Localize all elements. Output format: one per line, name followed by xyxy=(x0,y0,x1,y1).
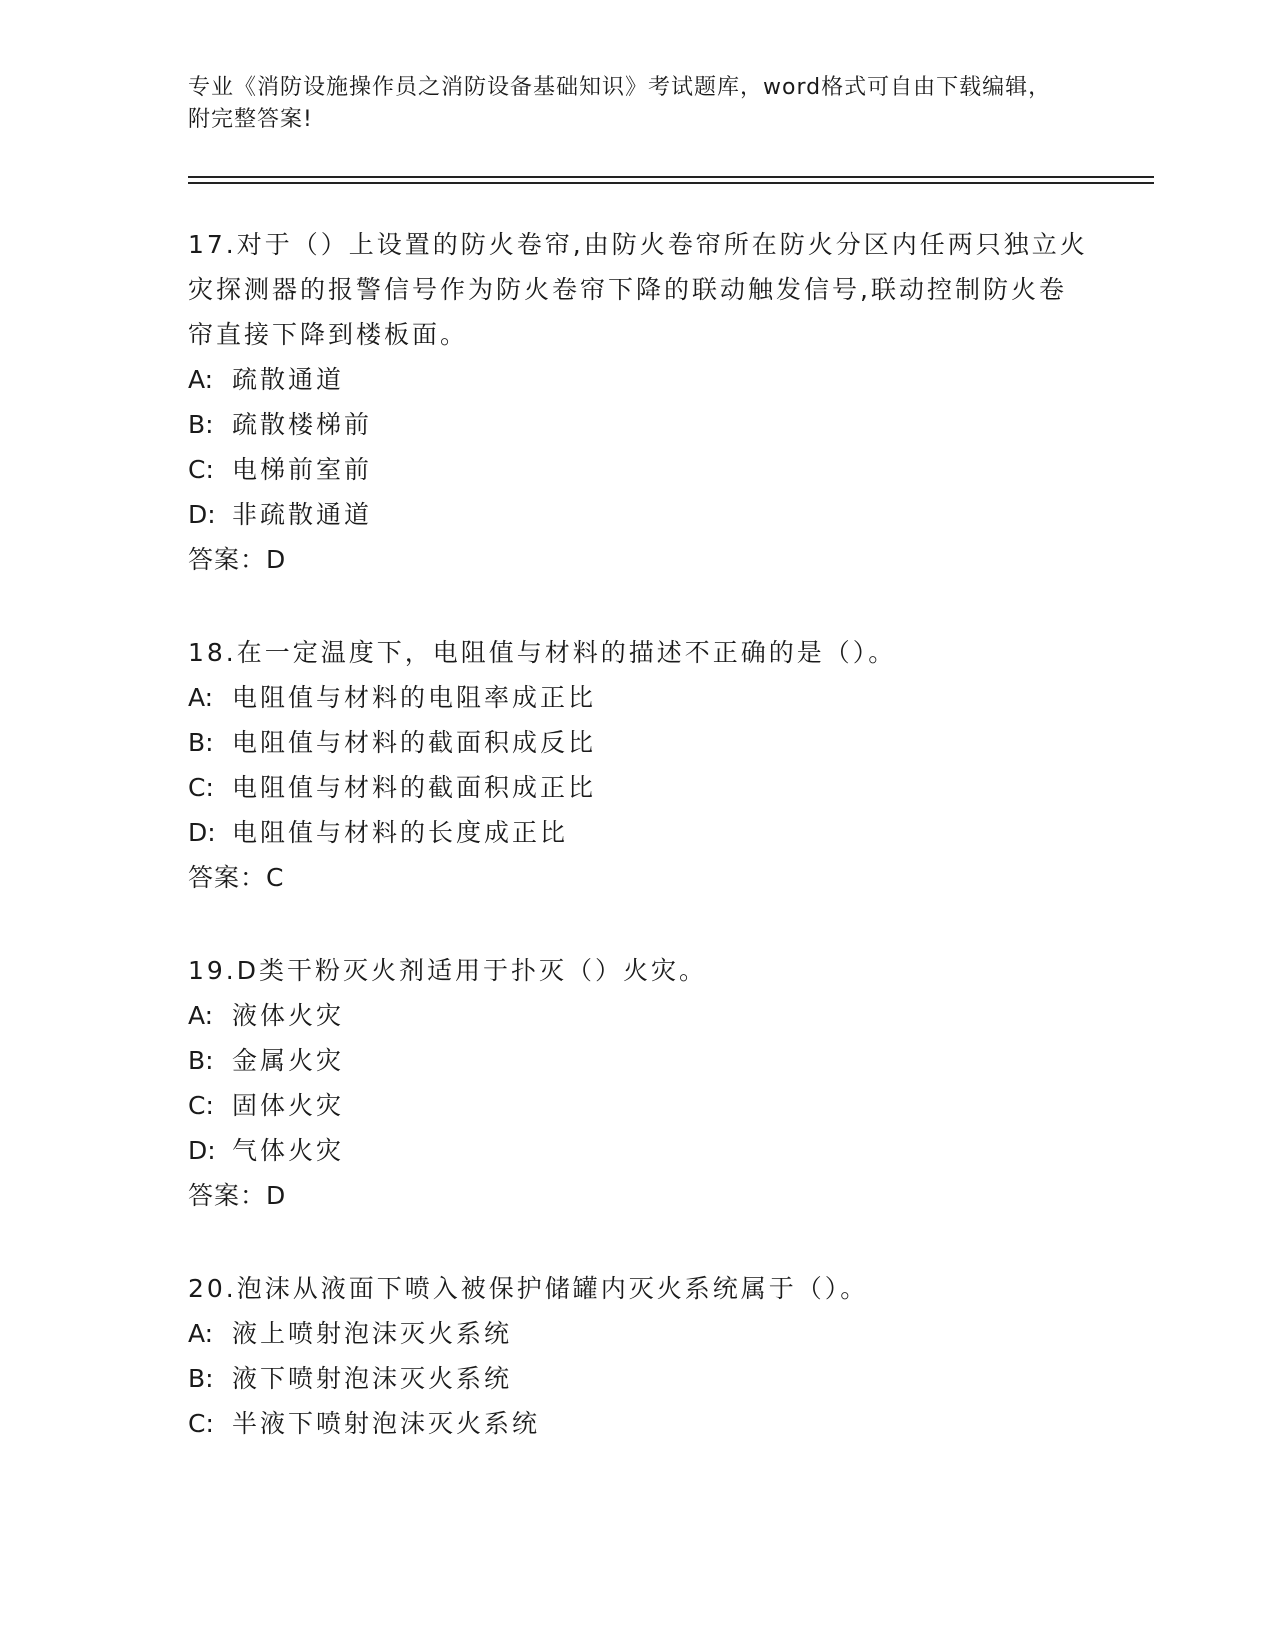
option-b xyxy=(188,720,1088,765)
option-text: 电阻值与材料的截面积成反比 xyxy=(232,728,597,757)
option-d xyxy=(188,810,1088,855)
option-key: B: xyxy=(188,728,214,757)
question-stem: 18.在一定温度下，电阻值与材料的描述不正确的是（）。 xyxy=(188,638,897,667)
option-key: A: xyxy=(188,683,214,712)
option-a xyxy=(188,993,1088,1038)
option-a xyxy=(188,1311,1088,1356)
option-text: 液体火灾 xyxy=(232,1001,345,1030)
option-key: D: xyxy=(188,500,216,529)
question-18 xyxy=(188,630,1088,900)
option-b xyxy=(188,1356,1088,1401)
option-text: 疏散通道 xyxy=(232,365,345,394)
option-key: A: xyxy=(188,365,214,394)
option-b xyxy=(188,1038,1088,1083)
option-key: C: xyxy=(188,1409,214,1438)
option-c xyxy=(188,765,1088,810)
option-text: 半液下喷射泡沫灭火系统 xyxy=(232,1409,541,1438)
option-text: 疏散楼梯前 xyxy=(232,410,373,439)
option-text: 金属火灾 xyxy=(232,1046,345,1075)
option-key: A: xyxy=(188,1001,214,1030)
option-key: C: xyxy=(188,773,214,802)
option-d xyxy=(188,1128,1088,1173)
option-key: A: xyxy=(188,1319,214,1348)
question-stem: 19.D类干粉灭火剂适用于扑灭（）火灾。 xyxy=(188,956,708,985)
option-text: 液下喷射泡沫灭火系统 xyxy=(232,1364,513,1393)
answer: 答案：D xyxy=(188,1181,287,1210)
question-stem: 20.泡沫从液面下喷入被保护储罐内灭火系统属于（）。 xyxy=(188,1274,869,1303)
question-stem: 17.对于（）上设置的防火卷帘,由防火卷帘所在防火分区内任两只独立火灾探测器的报警信号作为防火卷帘下降的联动触发信号,联动控制防火卷帘直接下降到楼板面。 xyxy=(188,230,1088,349)
option-text: 非疏散通道 xyxy=(232,500,373,529)
option-key: B: xyxy=(188,1364,214,1393)
option-key: C: xyxy=(188,1091,214,1120)
option-d xyxy=(188,492,1088,537)
option-key: B: xyxy=(188,410,214,439)
answer: 答案：D xyxy=(188,545,287,574)
option-c xyxy=(188,447,1088,492)
option-text: 液上喷射泡沫灭火系统 xyxy=(232,1319,513,1348)
option-text: 电阻值与材料的电阻率成正比 xyxy=(232,683,597,712)
question-20 xyxy=(188,1266,1088,1446)
option-key: D: xyxy=(188,818,216,847)
option-key: C: xyxy=(188,455,214,484)
option-text: 固体火灾 xyxy=(232,1091,345,1120)
option-c xyxy=(188,1083,1088,1128)
option-text: 电梯前室前 xyxy=(232,455,373,484)
header-divider-top xyxy=(188,176,1154,178)
document-header: 专业《消防设施操作员之消防设备基础知识》考试题库，word格式可自由下载编辑，附完整答案! xyxy=(188,75,1052,132)
question-17 xyxy=(188,222,1088,582)
question-19 xyxy=(188,948,1088,1218)
option-text: 电阻值与材料的长度成正比 xyxy=(232,818,569,847)
option-a xyxy=(188,675,1088,720)
option-c xyxy=(188,1401,1088,1446)
answer: 答案：C xyxy=(188,863,285,892)
option-b xyxy=(188,402,1088,447)
option-text: 电阻值与材料的截面积成正比 xyxy=(232,773,597,802)
option-key: D: xyxy=(188,1136,216,1165)
header-divider-bottom xyxy=(188,182,1154,184)
option-key: B: xyxy=(188,1046,214,1075)
option-a xyxy=(188,357,1088,402)
option-text: 气体火灾 xyxy=(232,1136,345,1165)
